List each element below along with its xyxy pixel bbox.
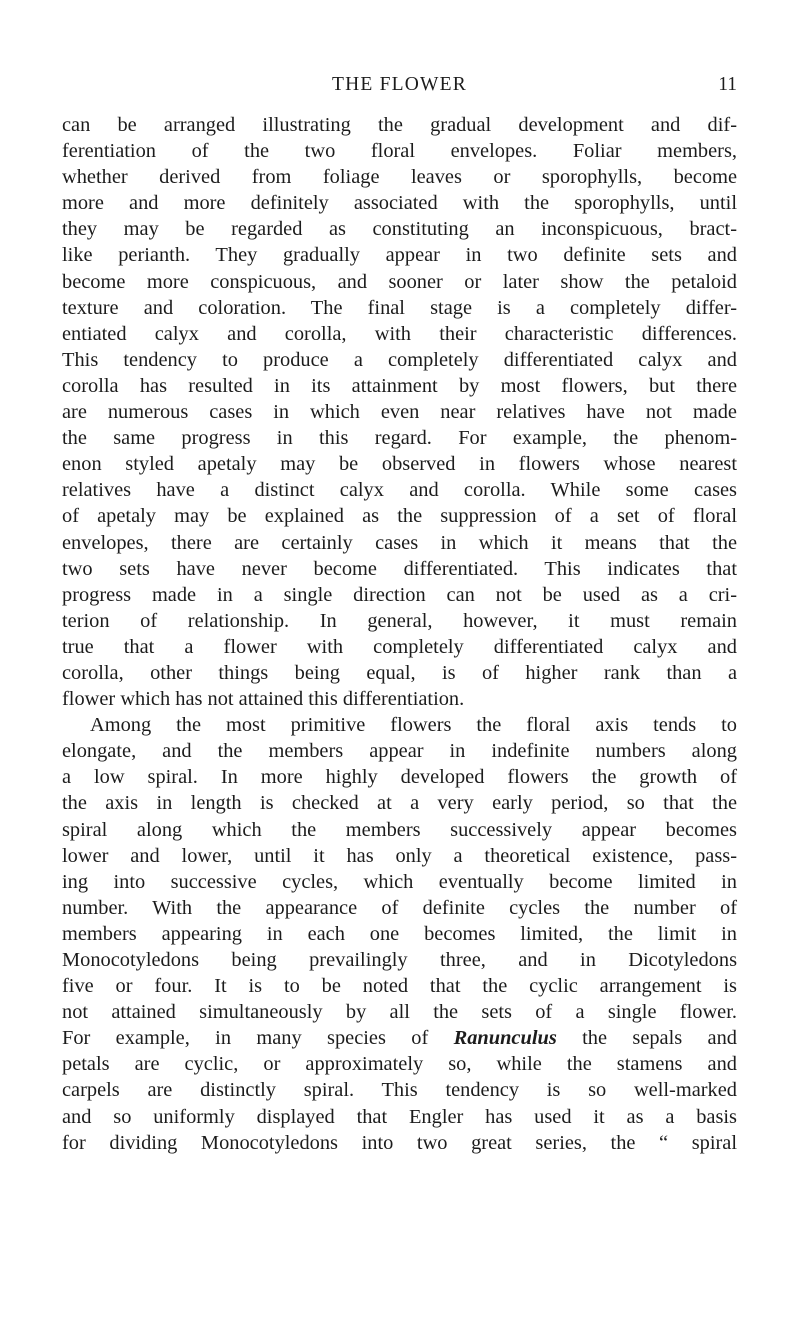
text-line: spiral along which the members successively appear becomes [62, 818, 737, 841]
text-line: not attained simultaneously by all the sets of a single flower. [62, 1001, 737, 1024]
text-line: they may be regarded as constituting an inconspicuous, bract- [62, 218, 737, 241]
text-line: two sets have never become differentiated. This indicates that [62, 557, 737, 580]
text-line: Monocotyledons being prevailingly three, and in Dicotyledons [62, 949, 737, 971]
paragraph-end-line: flower which has not attained this differentiation. [62, 688, 465, 711]
text-line: corolla has resulted in its attainment by most flowers, but there [62, 374, 737, 397]
text-line: five or four. It is to be noted that the cyclic arrangement is [62, 975, 737, 998]
text-line: terion of relationship. In general, however, it must remain [62, 609, 737, 632]
text-line: progress made in a single direction can not be used as a cri- [62, 583, 737, 606]
text-line: members appearing in each one becomes limited, the limit in [62, 922, 737, 945]
text-line: number. With the appearance of definite cycles the number of [62, 896, 737, 919]
text-line: elongate, and the members appear in indefinite numbers along [62, 740, 737, 763]
running-title: THE FLOWER [332, 74, 467, 95]
text-line: enon styled apetaly may be observed in flowers whose nearest [62, 453, 737, 476]
text-line: can be arranged illustrating the gradual development and dif- [62, 114, 737, 136]
text-line: whether derived from foliage leaves or sporophylls, become [62, 166, 737, 189]
text-line: ing into successive cycles, which eventually become limited in [62, 870, 737, 893]
text-line: carpels are distinctly spiral. This tendency is so well-marked [62, 1079, 737, 1102]
text-line: a low spiral. In more highly developed flowers the growth of [62, 766, 737, 789]
text-line: lower and lower, until it has only a theoretical existence, pass- [62, 844, 737, 867]
text-line: and so uniformly displayed that Engler has used it as a basis [62, 1105, 737, 1128]
text-line: are numerous cases in which even near relatives have not made [62, 401, 737, 424]
text-line: corolla, other things being equal, is of higher rank than a [62, 661, 737, 684]
text-fragment: For example, in many species of [62, 1027, 429, 1050]
text-line-with-italic [62, 1025, 737, 1051]
text-line: more and more definitely associated with the sporophylls, until [62, 192, 737, 215]
paragraph-start-line: Among the most primitive flowers the floral axis tends to [90, 714, 737, 737]
body-text [62, 112, 737, 1156]
text-line: entiated calyx and corolla, with their characteristic differences. [62, 322, 737, 345]
text-line: like perianth. They gradually appear in two definite sets and [62, 244, 737, 267]
text-line: envelopes, there are certainly cases in which it means that the [62, 531, 737, 554]
text-line: This tendency to produce a completely differentiated calyx and [62, 348, 737, 371]
text-line: the same progress in this regard. For example, the phenom- [62, 427, 737, 450]
genus-name-italic: Ranunculus [453, 1027, 557, 1050]
page-header [62, 72, 737, 102]
text-fragment: the sepals and [582, 1027, 737, 1050]
text-line: the axis in length is checked at a very early period, so that the [62, 792, 737, 815]
text-line: true that a flower with completely differentiated calyx and [62, 635, 737, 658]
text-line: become more conspicuous, and sooner or later show the petaloid [62, 270, 737, 293]
text-line: of apetaly may be explained as the suppression of a set of floral [62, 505, 737, 528]
text-line: texture and coloration. The final stage is a completely differ- [62, 296, 737, 319]
text-line: petals are cyclic, or approximately so, while the stamens and [62, 1053, 737, 1076]
page-number: 11 [718, 74, 737, 95]
text-line: relatives have a distinct calyx and corolla. While some cases [62, 479, 737, 502]
text-line: ferentiation of the two floral envelopes. Foliar members, [62, 140, 737, 163]
text-line: for dividing Monocotyledons into two great series, the “ spiral [62, 1131, 737, 1154]
